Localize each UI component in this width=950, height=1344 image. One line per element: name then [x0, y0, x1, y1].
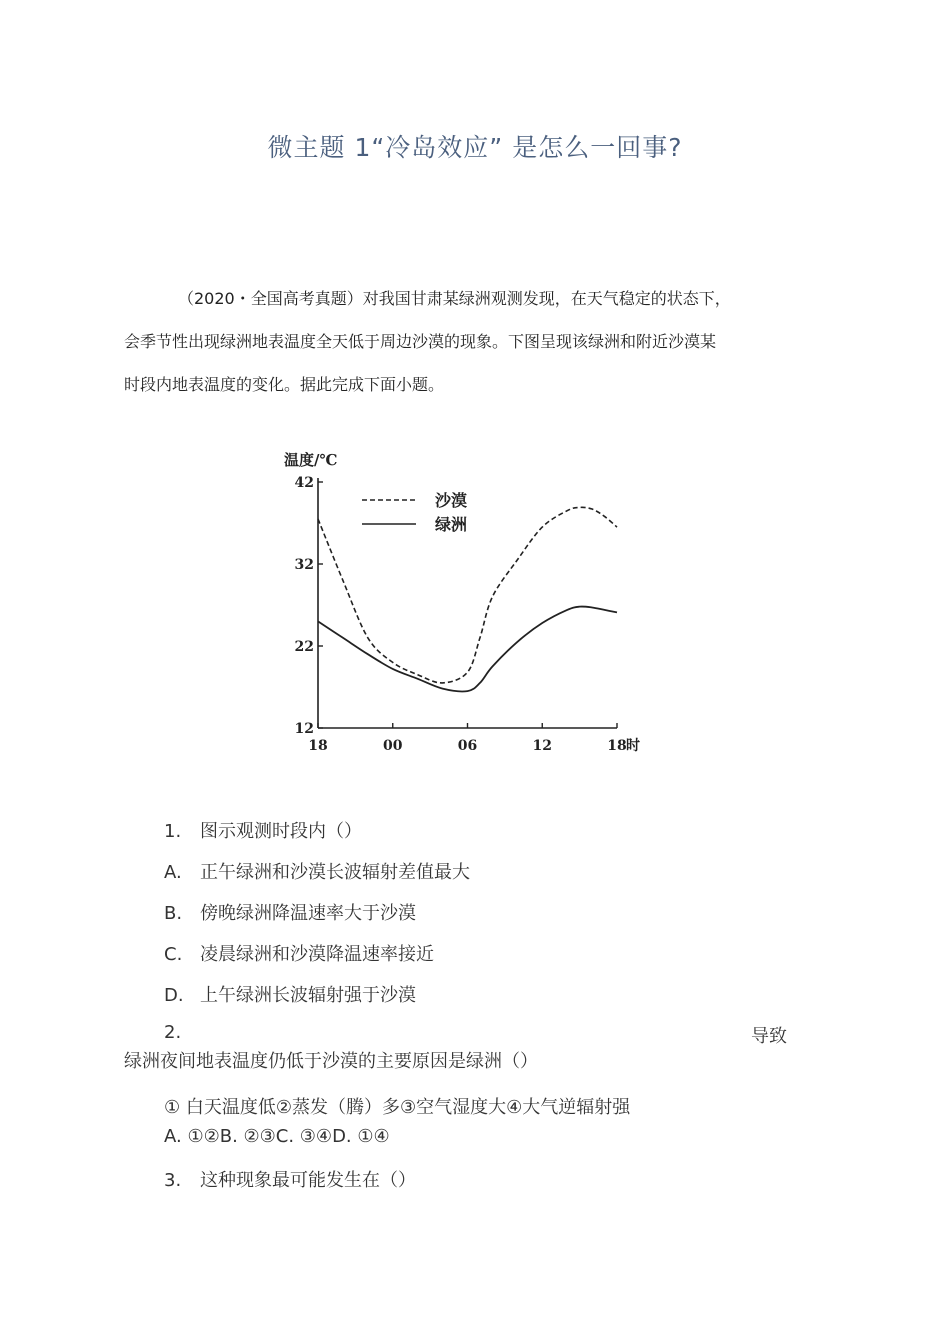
intro-line-3: 时段内地表温度的变化。据此完成下面小题。: [124, 375, 445, 394]
intro-line-1: （2020・全国高考真题）对我国甘肃某绿洲观测发现，在天气稳定的状态下，: [178, 289, 731, 308]
question-2-stem-tail: 绿洲夜间地表温度仍低于沙漠的主要原因是绿洲（）: [124, 1051, 538, 1072]
x-tick-label: 06: [457, 738, 478, 754]
option-label: D.: [164, 985, 184, 1006]
page-title: 微主题 1“冷岛效应” 是怎么一回事?: [267, 133, 683, 162]
x-tick-label: 00: [383, 738, 403, 754]
chart-legend: [362, 491, 467, 534]
legend-label: 沙漠: [435, 491, 468, 510]
question-1-stem: 图示观测时段内（）: [200, 821, 362, 842]
option-text: 正午绿洲和沙漠长波辐射差值最大: [200, 862, 470, 883]
y-tick-label: 32: [294, 557, 314, 573]
question-2-options[interactable]: A. ①②B. ②③C. ③④D. ①④: [164, 1126, 390, 1147]
x-tick-label: 18: [308, 738, 328, 754]
question-1-option-d[interactable]: [164, 981, 416, 1007]
question-1-option-c[interactable]: [164, 940, 434, 966]
y-tick-label: 22: [294, 639, 314, 655]
option-text: 凌晨绿洲和沙漠降温速率接近: [200, 944, 434, 965]
y-axis-label: 温度/℃: [284, 451, 338, 469]
question-2-stem-head: 导致: [751, 1026, 787, 1047]
option-label: A.: [164, 862, 182, 883]
option-label: C.: [164, 944, 183, 965]
question-1-number: 1.: [164, 821, 182, 842]
question-3-number: 3.: [164, 1170, 182, 1191]
y-tick-label: 12: [294, 721, 314, 737]
x-tick-label: 18: [607, 738, 627, 754]
chart-lines: [318, 507, 617, 691]
question-2-items: ① 白天温度低②蒸发（腾）多③空气湿度大④大气逆辐射强: [164, 1097, 631, 1118]
option-label: B.: [164, 903, 183, 924]
question-3-stem: 这种现象最可能发生在（）: [200, 1170, 416, 1191]
x-axis-unit-label: 时: [626, 738, 640, 754]
question-1: [164, 817, 362, 843]
intro-line-2: 会季节性出现绿洲地表温度全天低于周边沙漠的现象。下图呈现该绿洲和附近沙漠某: [124, 332, 717, 351]
temperature-chart: [270, 440, 670, 780]
chart-ticks: [295, 475, 640, 754]
question-1-option-b[interactable]: [164, 899, 416, 925]
y-tick-label: 42: [294, 475, 314, 491]
option-text: 上午绿洲长波辐射强于沙漠: [200, 985, 416, 1006]
series-line-oasis: [318, 607, 617, 692]
legend-label: 绿洲: [435, 515, 468, 534]
question-2-number: 2.: [164, 1022, 182, 1043]
option-text: 傍晚绿洲降温速率大于沙漠: [200, 903, 416, 924]
series-line-desert: [318, 507, 617, 683]
question-1-option-a[interactable]: [164, 858, 470, 884]
x-tick-label: 12: [532, 738, 552, 754]
question-3: [164, 1166, 416, 1192]
